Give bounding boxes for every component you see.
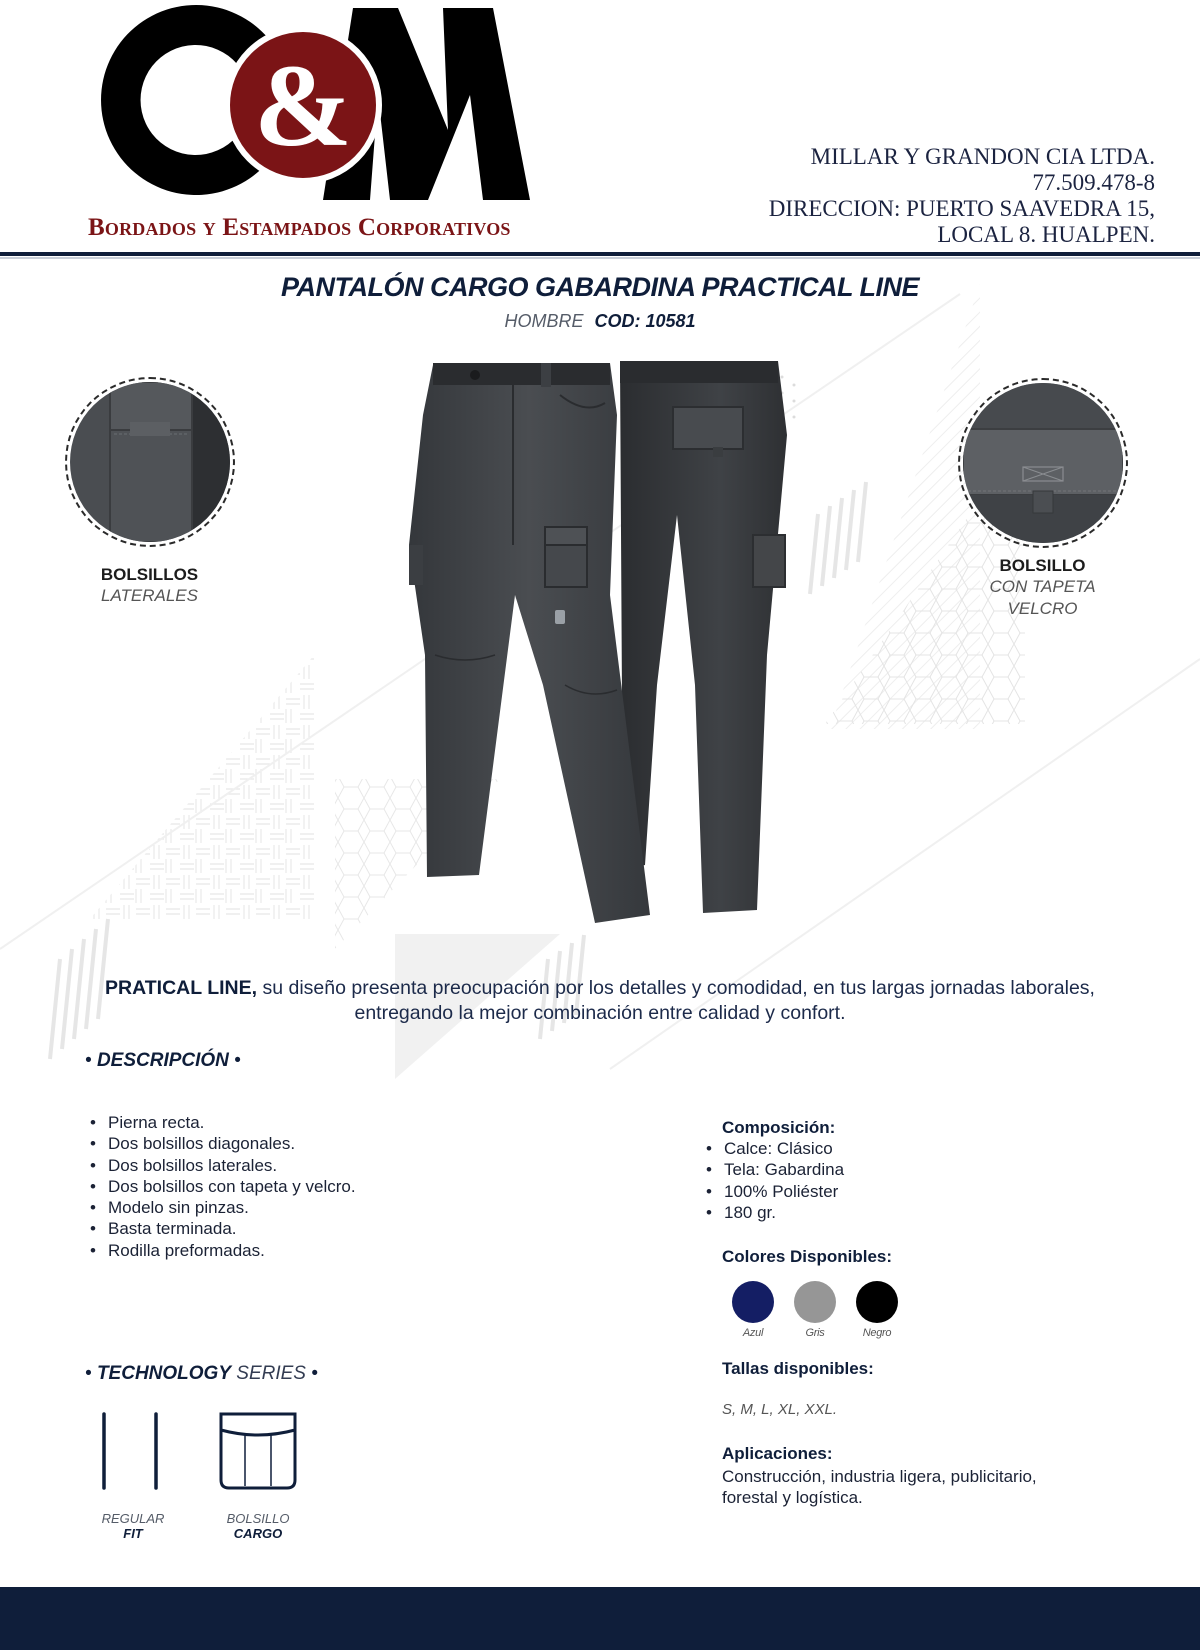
list-item: • Pierna recta.	[88, 1112, 356, 1133]
tech-cargo-line-1: BOLSILLO	[226, 1511, 290, 1526]
detail-left-subtitle: LATERALES	[100, 586, 198, 605]
composition-list	[704, 1138, 1142, 1223]
detail-side-pockets	[62, 377, 237, 607]
detail-left-title: BOLSILLOS	[100, 565, 199, 584]
description-list	[88, 1112, 356, 1261]
tech-regular-line-2: FIT	[123, 1526, 143, 1541]
side-pocket-closeup-image	[70, 382, 230, 542]
color-swatch-gris	[794, 1281, 836, 1339]
swatch-dot	[856, 1281, 898, 1323]
color-swatch-negro	[856, 1281, 898, 1339]
intro-line-1: su diseño presenta preocupación por los detalles y comodidad, en tus largas jornadas laborales,	[257, 977, 1095, 999]
intro-line-2: entregando la mejor combinación entre calidad y confort.	[354, 1002, 846, 1024]
brand-logo	[78, 0, 538, 250]
list-item: • Tela: Gabardina	[704, 1159, 1142, 1180]
tech-cargo-line-2: CARGO	[233, 1526, 283, 1541]
footer-bar	[0, 1587, 1200, 1650]
swatch-label: Gris	[805, 1327, 825, 1340]
product-title: PANTALÓN CARGO GABARDINA PRACTICAL LINE	[281, 272, 919, 302]
tech-cargo-pocket	[203, 1410, 313, 1541]
product-subtitle	[0, 311, 1200, 332]
sizes-title: Tallas disponibles:	[722, 1359, 874, 1379]
flap-pocket-closeup-image	[963, 383, 1123, 543]
company-rut: 77.509.478-8	[1032, 170, 1155, 195]
header-divider	[0, 252, 1200, 256]
list-item: • 100% Poliéster	[704, 1181, 1142, 1202]
technology-heading-bold: TECHNOLOGY	[96, 1363, 231, 1384]
company-info	[769, 144, 1155, 248]
header	[0, 0, 1200, 258]
intro-brand: PRATICAL LINE,	[105, 977, 258, 999]
swatch-label: Negro	[862, 1327, 892, 1340]
company-name: MILLAR Y GRANDON CIA LTDA.	[810, 144, 1155, 169]
color-swatches	[732, 1281, 1142, 1339]
brand-tagline: Bordados y Estampados Corporativos	[88, 214, 511, 241]
description-heading-text: DESCRIPCIÓN	[96, 1050, 229, 1071]
swatch-dot	[794, 1281, 836, 1323]
list-item: • Modelo sin pinzas.	[88, 1197, 356, 1218]
tech-regular-fit	[78, 1410, 188, 1541]
svg-text:&: &	[253, 40, 353, 171]
list-item: • Dos bolsillos diagonales.	[88, 1133, 356, 1154]
list-item: • Calce: Clásico	[704, 1138, 1142, 1159]
detail-circle-left	[65, 377, 235, 547]
product-code: COD: 10581	[594, 311, 696, 331]
product-gender: HOMBRE	[504, 311, 584, 331]
tech-regular-line-1: REGULAR	[101, 1511, 165, 1526]
sizes-values: S, M, L, XL, XXL.	[722, 1401, 838, 1419]
applications-line-2: forestal y logística.	[722, 1488, 863, 1508]
cm-logo-icon	[78, 0, 538, 210]
company-address-1: DIRECCION: PUERTO SAAVEDRA 15,	[768, 196, 1155, 221]
detail-circle-right	[958, 378, 1128, 548]
product-image	[395, 355, 815, 955]
detail-right-title: BOLSILLO	[999, 556, 1086, 575]
company-address-2: LOCAL 8. HUALPEN.	[937, 222, 1155, 247]
detail-right-subtitle-2: VELCRO	[1007, 599, 1078, 618]
list-item: • Basta terminada.	[88, 1218, 356, 1239]
list-item: • Rodilla preformadas.	[88, 1240, 356, 1261]
applications-text	[722, 1466, 1142, 1508]
intro-paragraph	[30, 976, 1170, 1026]
composition-title: Composición:	[722, 1118, 836, 1137]
applications-line-1: Construcción, industria ligera, publicitario,	[722, 1467, 1037, 1487]
colors-title: Colores Disponibles:	[722, 1247, 893, 1267]
description-heading: • DESCRIPCIÓN •	[85, 1050, 241, 1071]
technology-heading: • TECHNOLOGY SERIES •	[85, 1363, 318, 1384]
list-item: • Dos bolsillos con tapeta y velcro.	[88, 1176, 356, 1197]
list-item: • 180 gr.	[704, 1202, 1142, 1223]
detail-right-subtitle-1: CON TAPETA	[989, 577, 1096, 596]
swatch-label: Azul	[742, 1327, 764, 1340]
list-item: • Dos bolsillos laterales.	[88, 1155, 356, 1176]
cargo-pocket-icon	[203, 1410, 313, 1492]
technology-heading-light: SERIES	[236, 1363, 306, 1384]
swatch-dot	[732, 1281, 774, 1323]
specs-column	[722, 1118, 1142, 1508]
regular-fit-icon	[78, 1410, 188, 1492]
applications-title: Aplicaciones:	[722, 1444, 833, 1464]
detail-flap-pocket	[955, 378, 1130, 620]
color-swatch-azul	[732, 1281, 774, 1339]
